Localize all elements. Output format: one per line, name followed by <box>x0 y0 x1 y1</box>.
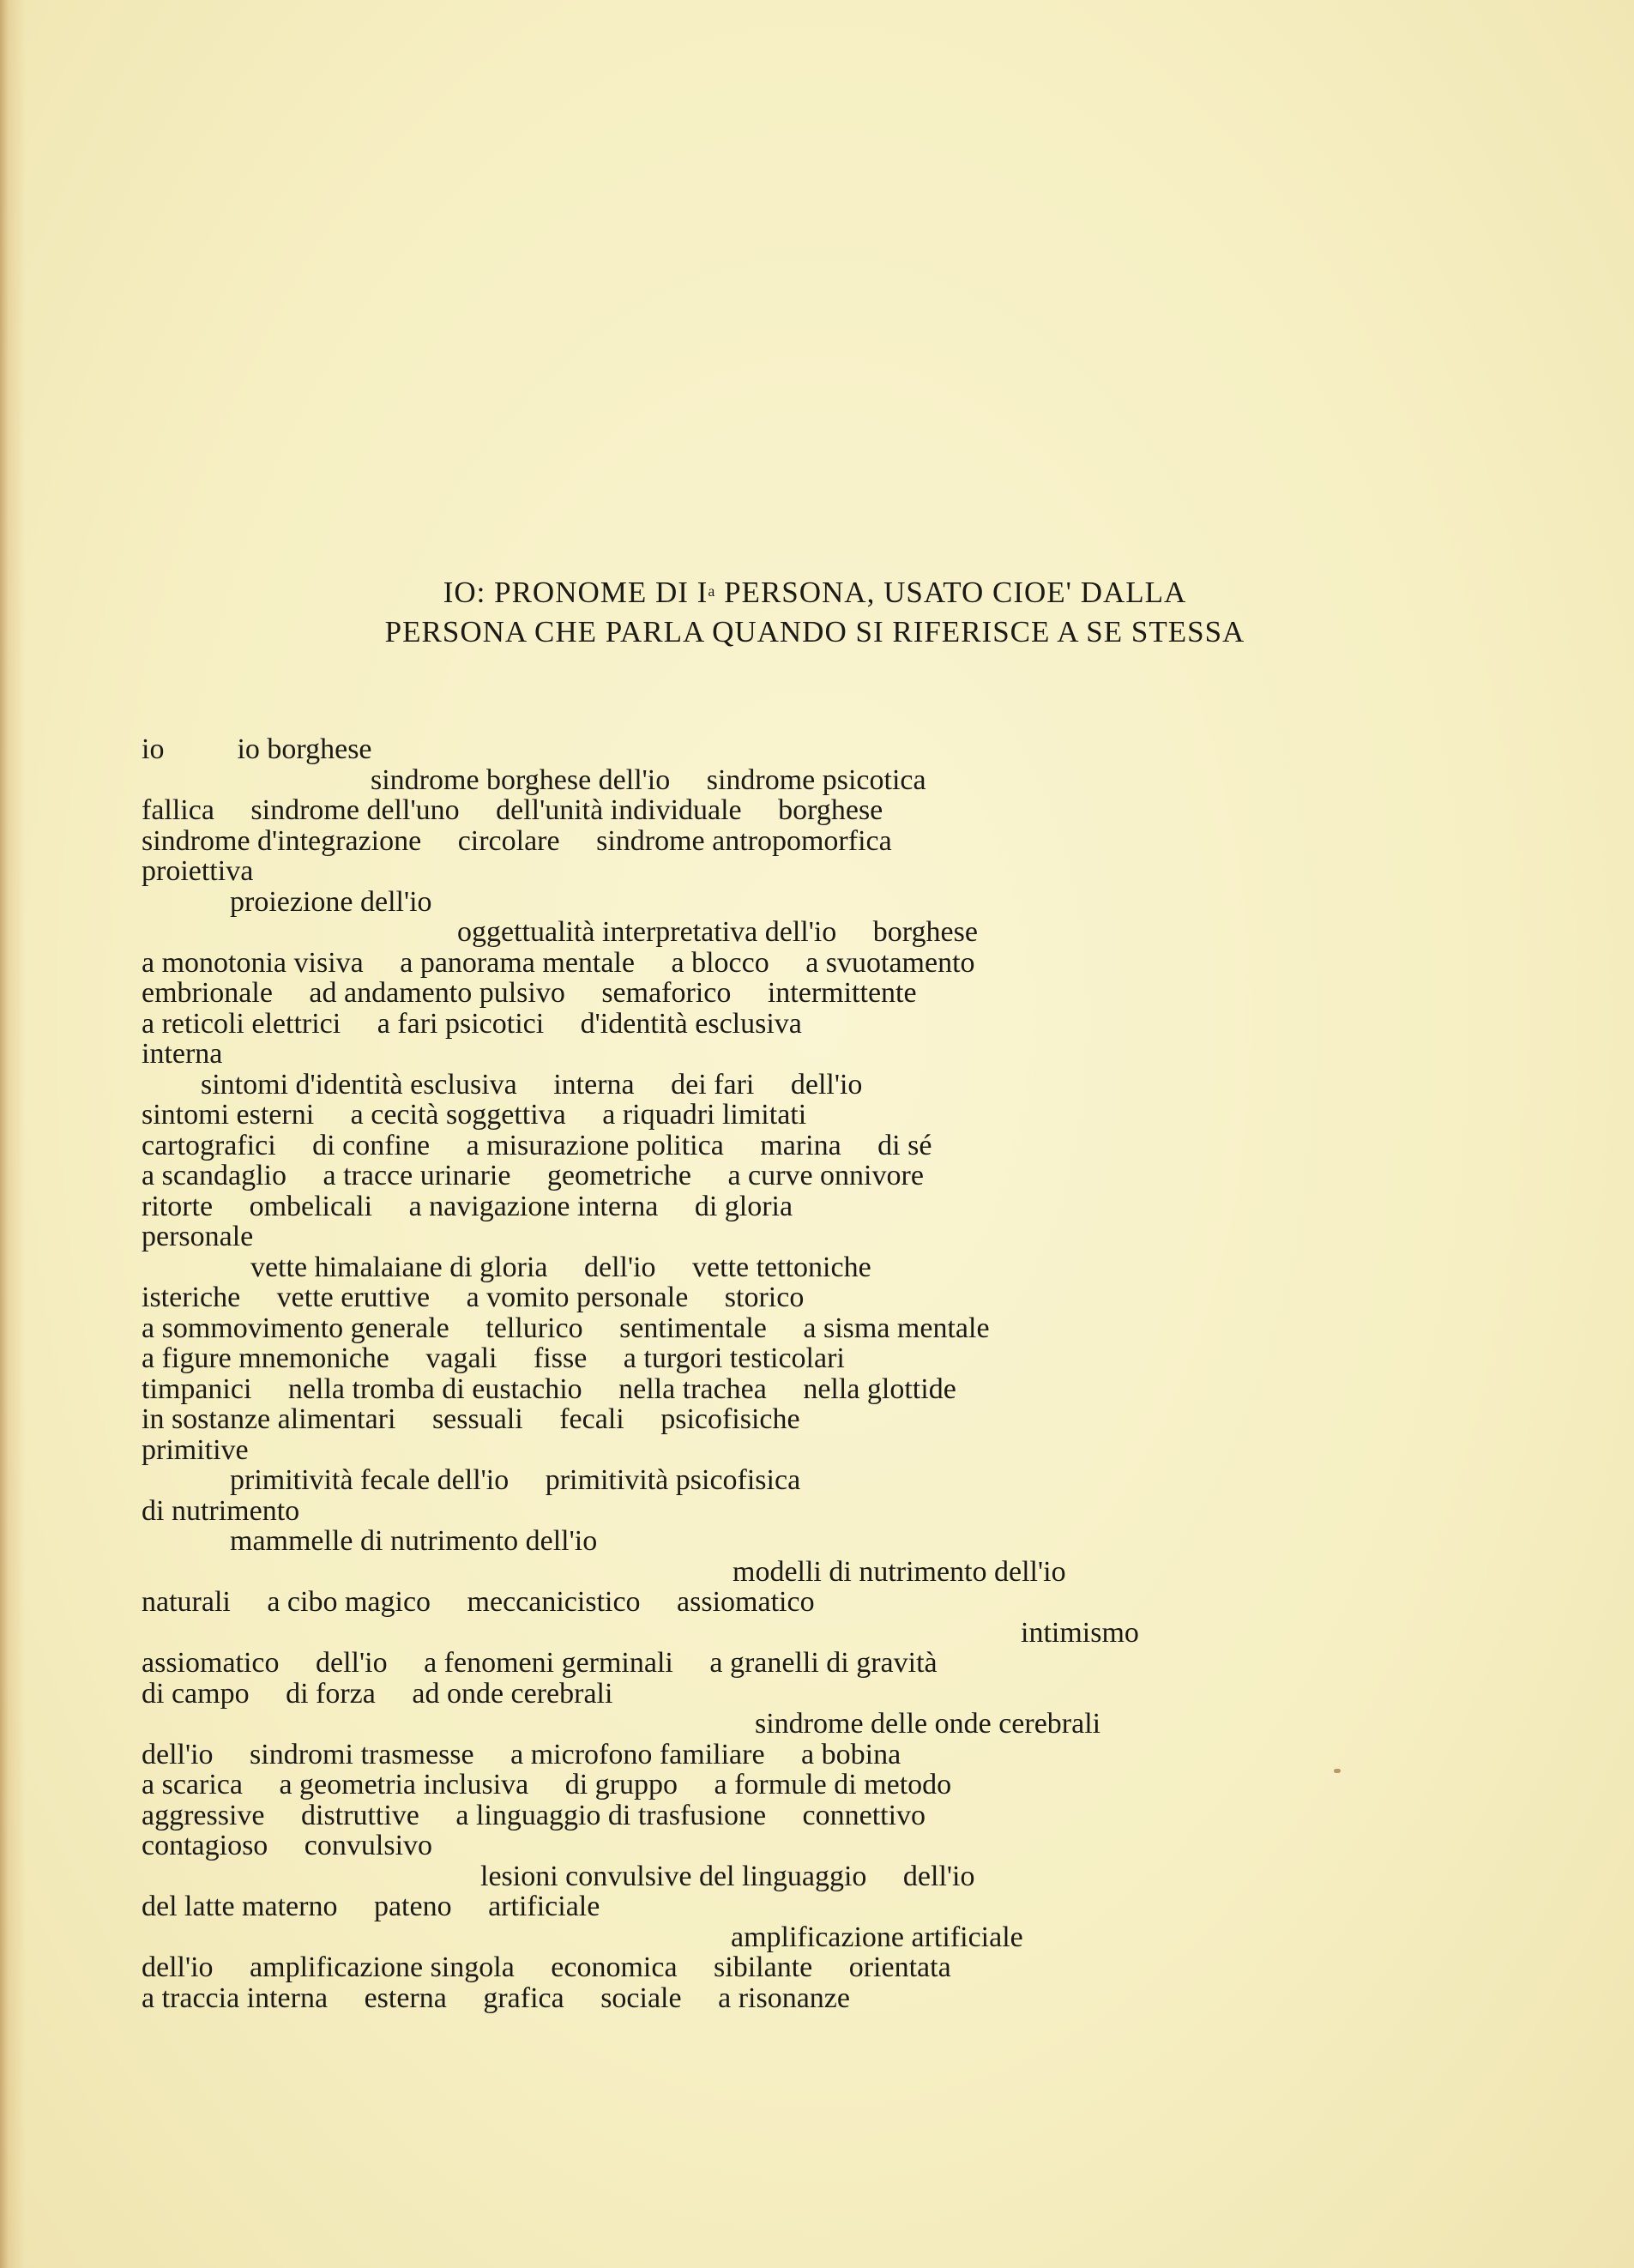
poem-line: a scandaglio a tracce urinarie geometriche a curve onnivore <box>142 1160 924 1191</box>
poem-line: intimismo <box>1021 1617 1139 1649</box>
poem-line: a sommovimento generale tellurico sentimentale a sisma mentale <box>142 1312 990 1344</box>
poem-line: mammelle di nutrimento dell'io <box>230 1525 598 1557</box>
poem-line: contagioso convulsivo <box>142 1830 433 1861</box>
poem-line: interna <box>142 1038 223 1070</box>
poem-line: dell'io amplificazione singola economica sibilante orientata <box>142 1951 951 1983</box>
poem-line: fallica sindrome dell'uno dell'unità individuale borghese <box>142 794 883 826</box>
poem-line: timpanici nella tromba di eustachio nella trachea nella glottide <box>142 1373 956 1405</box>
poem-line: oggettualità interpretativa dell'io borghese <box>457 916 978 948</box>
poem-line: primitività fecale dell'io primitività psicofisica <box>230 1464 801 1496</box>
poem-line: vette himalaiane di gloria dell'io vette tettoniche <box>250 1252 871 1283</box>
poem-line: dell'io sindromi trasmesse a microfono familiare a bobina <box>142 1739 901 1770</box>
poem-line: personale <box>142 1221 254 1252</box>
title-line-1-end: PERSONA, USATO CIOE' DALLA <box>715 576 1187 609</box>
poem-line: di nutrimento <box>142 1495 300 1527</box>
poem-line: sindrome delle onde cerebrali <box>755 1708 1101 1740</box>
poem-line: cartografici di confine a misurazione politica marina di sé <box>142 1130 932 1161</box>
poem-line: embrionale ad andamento pulsivo semaforico intermittente <box>142 977 917 1009</box>
poem-line: ritorte ombelicali a navigazione interna di gloria <box>142 1191 793 1222</box>
poem-line: sintomi d'identità esclusiva interna dei fari dell'io <box>201 1069 863 1101</box>
poem-line: primitive <box>142 1434 249 1466</box>
poem-line: di campo di forza ad onde cerebrali <box>142 1678 613 1710</box>
title-line-2: PERSONA CHE PARLA QUANDO SI RIFERISCE A SE STESSA <box>384 615 1245 648</box>
poem-line: a scarica a geometria inclusiva di gruppo a formule di metodo <box>142 1769 952 1801</box>
poem-line: sindrome borghese dell'io sindrome psicotica <box>371 764 926 796</box>
poem-line: sindrome d'integrazione circolare sindrome antropomorfica <box>142 825 892 857</box>
paper-speck <box>1334 1769 1341 1773</box>
poem-line: aggressive distruttive a linguaggio di trasfusione connettivo <box>142 1800 926 1831</box>
poem-line: amplificazione artificiale <box>731 1921 1023 1953</box>
poem-line: proiezione dell'io <box>230 886 432 918</box>
poem-line: in sostanze alimentari sessuali fecali psicofisiche <box>142 1403 800 1435</box>
poem-line: a figure mnemoniche vagali fisse a turgori testicolari <box>142 1342 845 1374</box>
poem-line: modelli di nutrimento dell'io <box>733 1556 1066 1588</box>
poem-line: isteriche vette eruttive a vomito personale storico <box>142 1282 805 1313</box>
poem-line: a traccia interna esterna grafica sociale a risonanze <box>142 1982 850 2014</box>
poem-line: lesioni convulsive del linguaggio dell'io <box>480 1861 975 1892</box>
title-line-1-superscript: a <box>708 582 716 600</box>
poem-line: sintomi esterni a cecità soggettiva a riquadri limitati <box>142 1099 807 1131</box>
poem-line: io io borghese <box>142 733 372 765</box>
poem-line: proiettiva <box>142 855 254 887</box>
poem-line: assiomatico dell'io a fenomeni germinali a granelli di gravità <box>142 1647 938 1679</box>
title-line-1-start: IO: PRONOME DI I <box>443 576 708 609</box>
poem-line: naturali a cibo magico meccanicistico assiomatico <box>142 1586 815 1618</box>
poem-line: a monotonia visiva a panorama mentale a blocco a svuotamento <box>142 947 975 979</box>
poem-line: a reticoli elettrici a fari psicotici d'identità esclusiva <box>142 1008 802 1040</box>
poem-line: del latte materno pateno artificiale <box>142 1891 600 1922</box>
